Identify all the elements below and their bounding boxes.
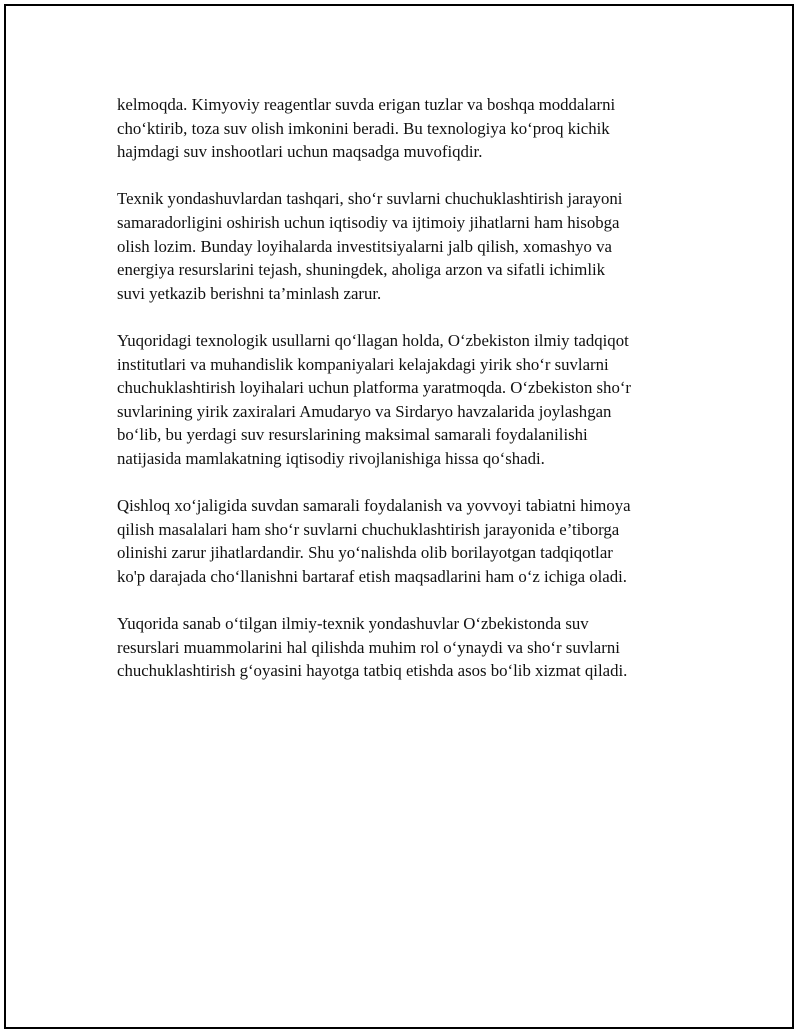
text-line: Qishloq xo‘jaligida suvdan samarali foydalanish va yovvoyi tabiatni himoya	[117, 496, 631, 516]
paragraph-5	[117, 612, 692, 683]
paragraph-3	[117, 329, 692, 471]
text-line: energiya resurslarini tejash, shuningdek, aholiga arzon va sifatli ichimlik	[117, 260, 606, 280]
text-line: hajmdagi suv inshootlari uchun maqsadga muvofiqdir.	[117, 142, 483, 162]
text-line: chuchuklashtirish loyihalari uchun platforma yaratmoqda. O‘zbekiston sho‘r	[117, 378, 632, 398]
text-line: chuchuklashtirish g‘oyasini hayotga tatbiq etishda asos bo‘lib xizmat qiladi.	[117, 661, 628, 681]
text-line: resurslari muammolarini hal qilishda muhim rol o‘ynaydi va sho‘r suvlarni	[117, 637, 620, 657]
paragraph-2	[117, 187, 692, 305]
text-line: suvi yetkazib berishni ta’minlash zarur.	[117, 283, 382, 303]
text-line: Yuqorida sanab o‘tilgan ilmiy-texnik yondashuvlar O‘zbekistonda suv	[117, 614, 589, 634]
text-line: Texnik yondashuvlardan tashqari, sho‘r suvlarni chuchuklashtirish jarayoni	[117, 189, 623, 209]
text-line: cho‘ktirib, toza suv olish imkonini beradi. Bu texnologiya ko‘proq kichik	[117, 118, 610, 138]
text-line: olish lozim. Bunday loyihalarda investitsiyalarni jalb qilish, xomashyo va	[117, 236, 612, 256]
text-line: institutlari va muhandislik kompaniyalari kelajakdagi yirik sho‘r suvlarni	[117, 354, 609, 374]
text-line: ko'p darajada cho‘llanishni bartaraf etish maqsadlarini ham o‘z ichiga oladi.	[117, 566, 628, 586]
text-line: natijasida mamlakatning iqtisodiy rivojlanishiga hissa qo‘shadi.	[117, 448, 545, 468]
text-line: Yuqoridagi texnologik usullarni qo‘llagan holda, O‘zbekiston ilmiy tadqiqot	[117, 330, 629, 350]
text-line: kelmoqda. Kimyoviy reagentlar suvda erigan tuzlar va boshqa moddalarni	[117, 95, 616, 114]
text-line: samaradorligini oshirish uchun iqtisodiy va ijtimoiy jihatlarni ham hisobga	[117, 212, 620, 232]
text-line: suvlarining yirik zaxiralari Amudaryo va Sirdaryo havzalarida joylashgan	[117, 401, 612, 421]
text-line: olinishi zarur jihatlardandir. Shu yo‘nalishda olib borilayotgan tadqiqotlar	[117, 543, 613, 563]
page-body	[117, 93, 692, 706]
paragraph-4	[117, 494, 692, 588]
paragraph-1	[117, 93, 692, 164]
text-line: qilish masalalari ham sho‘r suvlarni chuchuklashtirish jarayonida e’tiborga	[117, 519, 620, 539]
text-line: bo‘lib, bu yerdagi suv resurslarining maksimal samarali foydalanilishi	[117, 425, 588, 445]
